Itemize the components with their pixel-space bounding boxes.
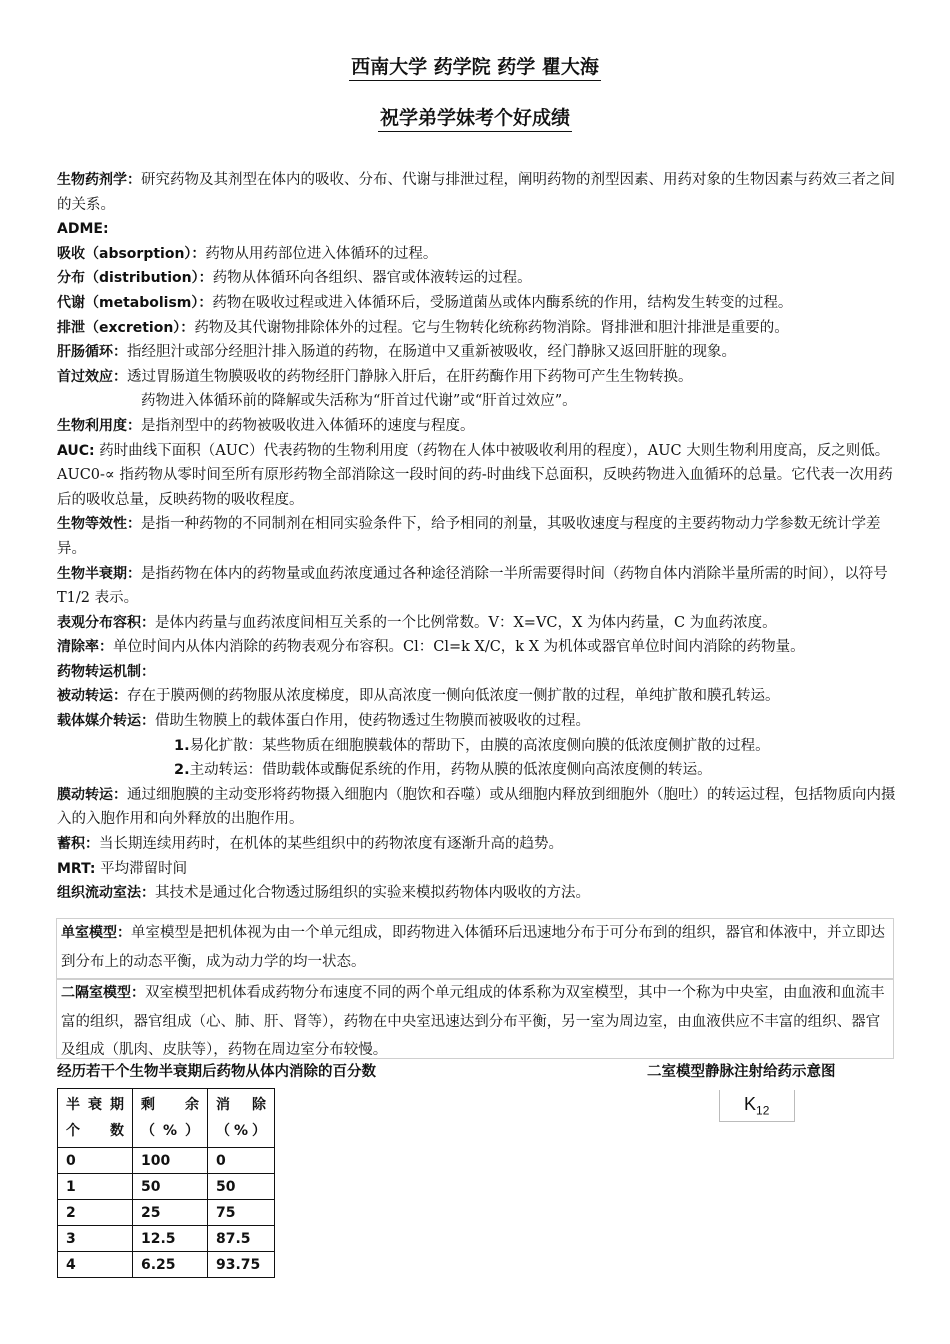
term-text: 单位时间内从体内消除的药物表观分布容积。Cl：Cl=k X/C，k X 为机体或器官单位时间内消除的药物量。 xyxy=(113,639,805,656)
term-text: 单室模型是把机体视为由一个单元组成，即药物进入体循环后迅速地分布于可分布到的组织，器官和体液中，并立即达到分布上的动态平衡，成为动力学的均一状态。 xyxy=(61,925,885,970)
term-text: 药物从用药部位进入体循环的过程。 xyxy=(205,245,438,262)
definition-paragraph xyxy=(57,389,902,414)
term-label: 肝肠循环： xyxy=(57,344,127,361)
term-label: 二隔室模型： xyxy=(61,985,145,1001)
single-compartment-box xyxy=(56,918,894,980)
definition-paragraph xyxy=(57,783,902,832)
term-text: 双室模型把机体看成药物分布速度不同的两个单元组成的体系称为双室模型，其中一个称为中央室，由血液和血流丰富的组织，器官组成（心、肺、肝、肾等），药物在中央室迅速达到分布平衡，另一室为周边室，由血液供应不丰富的组织、器官及组成（肌肉、皮肤等），药物在周边室分布较慢。 xyxy=(61,985,885,1058)
term-label: 表观分布容积： xyxy=(57,614,155,631)
term-text: 药物从体循环向各组织、器官或体液转运的过程。 xyxy=(212,270,532,287)
term-label: 排泄（excretion）： xyxy=(57,319,195,336)
table-row xyxy=(58,1174,275,1200)
header-line: 个数 xyxy=(66,1123,124,1139)
definition-paragraph xyxy=(57,365,902,390)
definition-paragraph xyxy=(57,857,902,882)
term-text: 平均滞留时间 xyxy=(95,860,188,877)
title-line-1: 西南大学 药学院 药学 瞿大海 xyxy=(349,56,601,81)
definition-paragraph xyxy=(57,734,902,759)
definition-paragraph xyxy=(57,340,902,365)
definition-paragraph xyxy=(57,168,902,217)
definition-paragraph xyxy=(57,562,902,611)
term-label: 载体媒介转运： xyxy=(57,713,155,730)
term-text: 药物进入体循环前的降解或失活称为“肝首过代谢”或“肝首过效应”。 xyxy=(141,393,577,410)
table-row xyxy=(58,1252,275,1278)
term-label: 药物转运机制： xyxy=(57,663,155,680)
term-text: 是指剂型中的药物被吸收进入体循环的速度与程度。 xyxy=(141,417,475,434)
table-cell: 12.5 xyxy=(133,1226,208,1252)
term-label: 被动转运： xyxy=(57,688,127,705)
header-line: 剩 余 xyxy=(141,1097,199,1113)
term-label: 代谢（metabolism）： xyxy=(57,294,213,311)
term-text: 通过细胞膜的主动变形将药物摄入细胞内（胞饮和吞噬）或从细胞内释放到细胞外（胞吐）的转运过程，包括物质向内摄入的入胞作用和向外释放的出胞作用。 xyxy=(57,786,896,828)
term-text: 药物及其代谢物排除体外的过程。它与生物转化统称药物消除。肾排泄和胆汁排泄是重要的。 xyxy=(194,319,789,336)
table-cell: 3 xyxy=(58,1226,133,1252)
term-label: 生物利用度： xyxy=(57,417,141,434)
term-text: 当长期连续用药时，在机体的某些组织中的药物浓度有逐渐升高的趋势。 xyxy=(99,836,563,853)
header-line: （%） xyxy=(141,1123,199,1139)
definition-paragraph xyxy=(57,291,902,316)
term-text: 研究药物及其剂型在体内的吸收、分布、代谢与排泄过程，阐明药物的剂型因素、用药对象的生物因素与药效三者之间的关系。 xyxy=(57,172,895,213)
term-label: 膜动转运： xyxy=(57,786,127,803)
definition-paragraph xyxy=(57,611,902,636)
table-row xyxy=(58,1226,275,1252)
table-row xyxy=(58,1148,275,1174)
definitions-list xyxy=(57,168,902,906)
diagram-caption: 二室模型静脉注射给药示意图 xyxy=(647,1064,836,1080)
term-label: AUC: xyxy=(57,442,95,459)
two-compartment-box xyxy=(56,978,894,1059)
list-number: 1. xyxy=(174,737,190,754)
term-label: ADME: xyxy=(57,221,109,238)
definition-paragraph xyxy=(57,266,902,291)
term-label: 清除率： xyxy=(57,639,113,656)
definition-paragraph xyxy=(57,414,902,439)
table-header-row xyxy=(58,1089,275,1148)
definition-paragraph xyxy=(57,881,902,906)
table-cell: 87.5 xyxy=(208,1226,275,1252)
term-text: 易化扩散：某些物质在细胞膜载体的帮助下，由膜的高浓度侧向膜的低浓度侧扩散的过程。 xyxy=(189,737,770,754)
term-text: 透过胃肠道生物膜吸收的药物经肝门静脉入肝后，在肝药酶作用下药物可产生生物转换。 xyxy=(127,368,693,385)
header-line: （%） xyxy=(216,1123,266,1139)
column-header xyxy=(208,1089,275,1148)
definition-paragraph xyxy=(57,242,902,267)
half-life-table xyxy=(57,1088,275,1278)
table-cell: 50 xyxy=(133,1174,208,1200)
term-text: 药时曲线下面积（AUC）代表药物的生物利用度（药物在人体中被吸收利用的程度），AUC 大则生物利用度高，反之则低。AUC0-∝ 指药物从零时间至所有原形药物全部消除这一段时间的药-时曲线下总面积，反映药物进入血循环的总量。它代表一次用药后的吸收总量，反映药物的吸收程度。 xyxy=(57,442,893,508)
list-number: 2. xyxy=(174,762,190,779)
term-label: 生物药剂学： xyxy=(57,172,141,188)
definition-paragraph xyxy=(57,684,902,709)
term-label: 首过效应： xyxy=(57,368,127,385)
term-text: 是体内药量与血药浓度间相互关系的一个比例常数。V：X=VC，X 为体内药量，C 为血药浓度。 xyxy=(155,614,777,631)
document-subtitle xyxy=(0,103,950,130)
term-label: 单室模型： xyxy=(61,925,131,941)
table-cell: 25 xyxy=(133,1200,208,1226)
table-cell: 0 xyxy=(58,1148,133,1174)
table-row xyxy=(58,1200,275,1226)
column-header xyxy=(133,1089,208,1148)
table-cell: 0 xyxy=(208,1148,275,1174)
k12-rate-label: $K_{12}$ xyxy=(719,1090,795,1122)
table-caption: 经历若干个生物半衰期后药物从体内消除的百分数 xyxy=(57,1064,376,1080)
definition-paragraph xyxy=(57,832,902,857)
definition-paragraph xyxy=(57,660,902,685)
definition-paragraph xyxy=(57,439,902,513)
table-cell: 2 xyxy=(58,1200,133,1226)
table-cell: 4 xyxy=(58,1252,133,1278)
term-text: 借助生物膜上的载体蛋白作用，使药物透过生物膜而被吸收的过程。 xyxy=(155,713,590,730)
title-line-2: 祝学弟学妹考个好成绩 xyxy=(378,107,572,132)
term-label: 生物等效性： xyxy=(57,516,141,533)
term-label: 组织流动室法： xyxy=(57,885,155,902)
table-cell: 93.75 xyxy=(208,1252,275,1278)
term-text: 指经胆汁或部分经胆汁排入肠道的药物，在肠道中又重新被吸收，经门静脉又返回肝脏的现象。 xyxy=(127,344,736,361)
document-title xyxy=(0,52,950,79)
table-cell: 50 xyxy=(208,1174,275,1200)
term-text: 是指药物在体内的药物量或血药浓度通过各种途径消除一半所需要得时间（药物自体内消除半量所需的时间），以符号 T1/2 表示。 xyxy=(57,565,888,607)
term-label: MRT: xyxy=(57,860,96,877)
column-header xyxy=(58,1089,133,1148)
header-line: 消 除 xyxy=(216,1097,266,1113)
term-label: 生物半衰期： xyxy=(57,565,141,582)
term-text: 其技术是通过化合物透过肠组织的实验来模拟药物体内吸收的方法。 xyxy=(155,885,590,902)
table-cell: 100 xyxy=(133,1148,208,1174)
table-cell: 6.25 xyxy=(133,1252,208,1278)
term-text: 药物在吸收过程或进入体循环后，受肠道菌丛或体内酶系统的作用，结构发生转变的过程。 xyxy=(212,294,793,311)
header-line: 半衰期 xyxy=(66,1097,124,1113)
definition-paragraph xyxy=(57,709,902,734)
term-text: 存在于膜两侧的药物服从浓度梯度，即从高浓度一侧向低浓度一侧扩散的过程，单纯扩散和膜孔转运。 xyxy=(127,688,780,705)
table-cell: 75 xyxy=(208,1200,275,1226)
definition-paragraph xyxy=(57,316,902,341)
term-text: 主动转运：借助载体或酶促系统的作用，药物从膜的低浓度侧向高浓度侧的转运。 xyxy=(189,762,712,779)
definition-paragraph xyxy=(57,512,902,561)
definition-paragraph xyxy=(57,217,902,242)
definition-paragraph xyxy=(57,635,902,660)
term-label: 吸收（absorption）： xyxy=(57,245,206,262)
term-text: 是指一种药物的不同制剂在相同实验条件下，给予相同的剂量，其吸收速度与程度的主要药物动力学参数无统计学差异。 xyxy=(57,516,881,557)
definition-paragraph xyxy=(57,758,902,783)
term-label: 分布（distribution）： xyxy=(57,270,213,287)
term-label: 蓄积： xyxy=(57,836,99,853)
table-cell: 1 xyxy=(58,1174,133,1200)
